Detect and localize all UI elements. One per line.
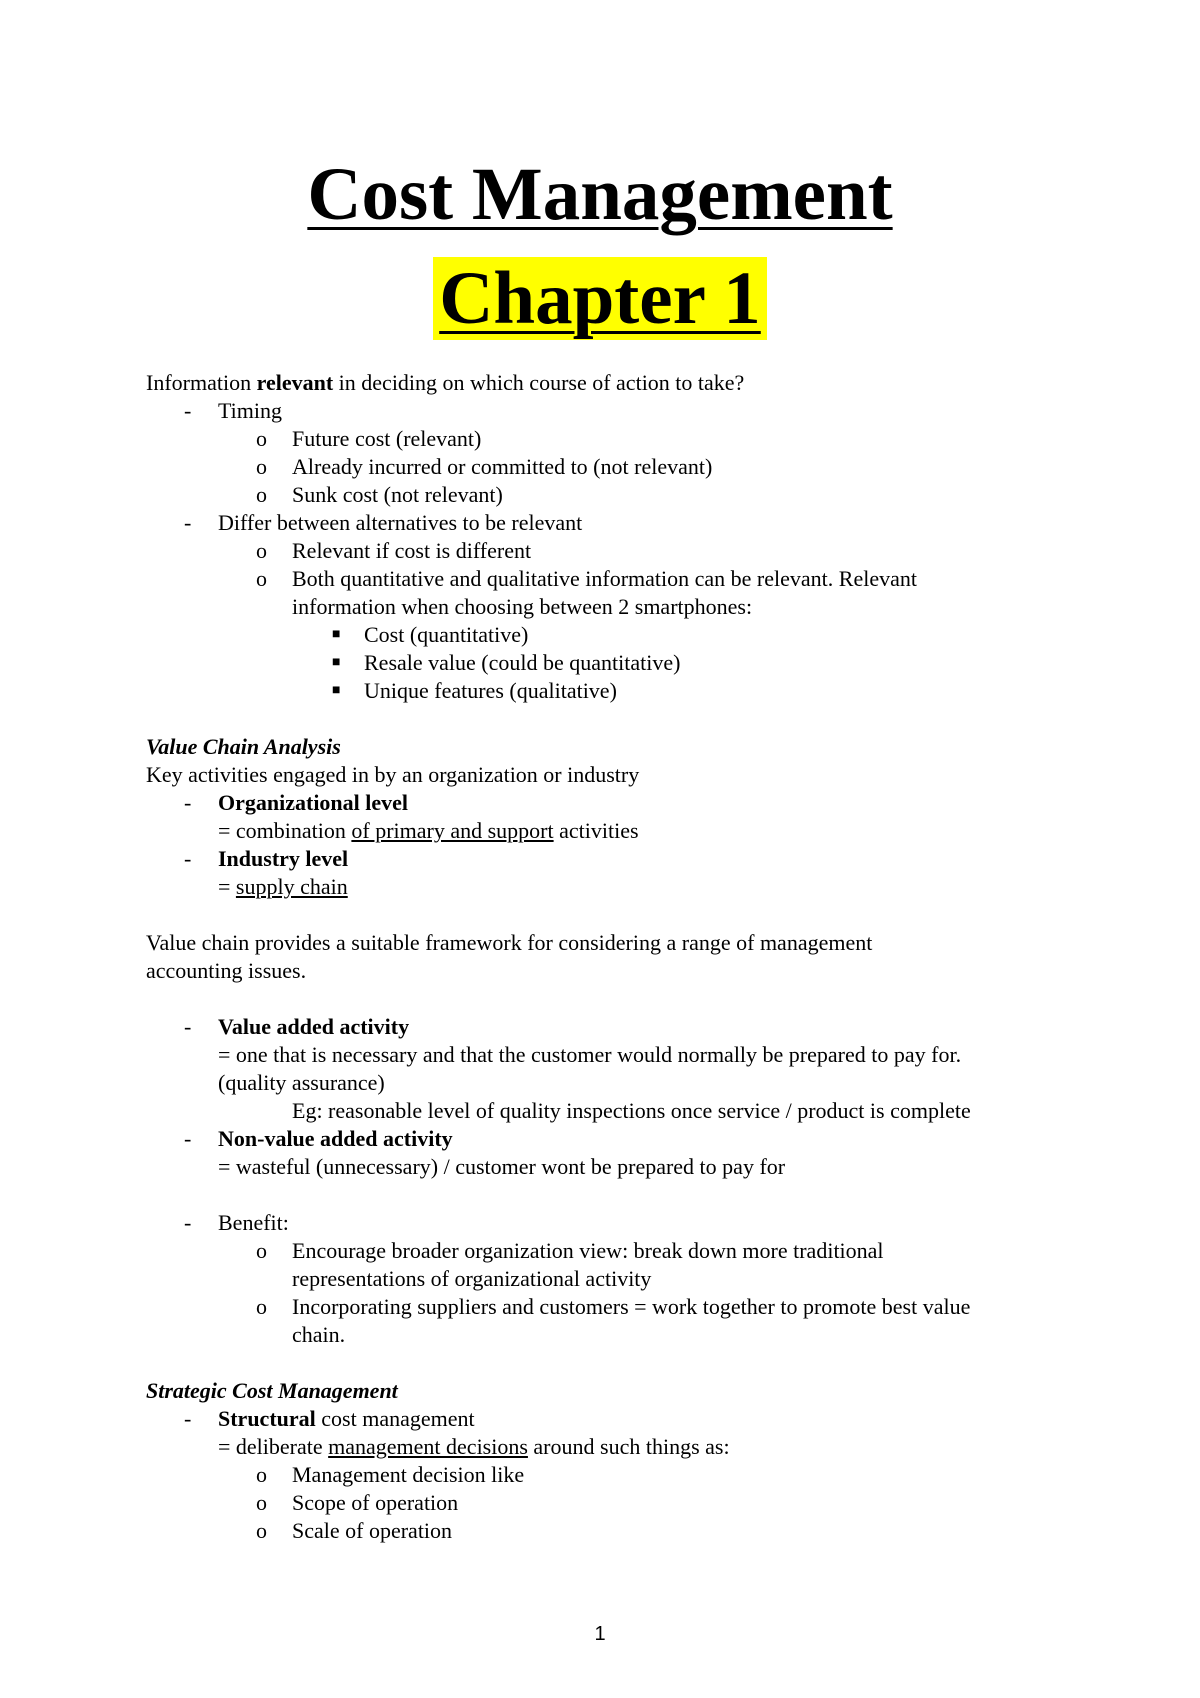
list-item: o Encourage broader organization view: break down more traditional	[256, 1238, 884, 1263]
list-item-continuation: = deliberate management decisions around such things as:	[218, 1434, 730, 1459]
circle-bullet-icon: o	[256, 1294, 267, 1319]
square-bullet-icon: ■	[332, 627, 341, 642]
dash-bullet-icon: -	[184, 1210, 192, 1235]
paragraph: Key activities engaged in by an organization or industry	[146, 762, 640, 787]
circle-bullet-icon: o	[256, 454, 267, 479]
dash-bullet-icon: -	[184, 846, 192, 871]
list-item: - Timing	[184, 398, 283, 423]
circle-bullet-icon: o	[256, 1462, 267, 1487]
list-item-continuation: (quality assurance)	[218, 1070, 385, 1095]
list-item-continuation: = supply chain	[218, 874, 348, 899]
relevance-question: Information relevant in deciding on which course of action to take?	[146, 370, 745, 395]
list-item-continuation: representations of organizational activity	[292, 1266, 652, 1291]
example-line: Eg: reasonable level of quality inspections once service / product is complete	[292, 1098, 971, 1123]
list-item: - Benefit:	[184, 1210, 289, 1235]
list-item: o Already incurred or committed to (not relevant)	[256, 454, 713, 479]
section-heading-value-chain: Value Chain Analysis	[146, 734, 341, 759]
list-item: - Structural cost management	[184, 1406, 475, 1431]
circle-bullet-icon: o	[256, 1238, 267, 1263]
list-item: o Both quantitative and qualitative information can be relevant. Relevant	[256, 566, 917, 591]
list-item: - Value added activity	[184, 1014, 410, 1039]
circle-bullet-icon: o	[256, 538, 267, 563]
list-item: o Scope of operation	[256, 1490, 459, 1515]
list-item: - Non-value added activity	[184, 1126, 453, 1151]
section-heading-strategic-cost: Strategic Cost Management	[146, 1378, 398, 1403]
list-item: o Incorporating suppliers and customers = work together to promote best value	[256, 1294, 971, 1319]
dash-bullet-icon: -	[184, 398, 192, 423]
list-item: o Scale of operation	[256, 1518, 453, 1543]
document-body	[146, 369, 1076, 1545]
circle-bullet-icon: o	[256, 1518, 267, 1543]
list-item: ■ Resale value (could be quantitative)	[332, 650, 681, 675]
list-item-continuation: chain.	[292, 1322, 346, 1347]
list-item-continuation: = wasteful (unnecessary) / customer wont be prepared to pay for	[218, 1154, 786, 1179]
dash-bullet-icon: -	[184, 790, 192, 815]
square-bullet-icon: ■	[332, 655, 341, 670]
circle-bullet-icon: o	[256, 482, 267, 507]
dash-bullet-icon: -	[184, 1126, 192, 1151]
list-item-continuation: = one that is necessary and that the customer would normally be prepared to pay for.	[218, 1042, 962, 1067]
list-item: o Relevant if cost is different	[256, 538, 532, 563]
paragraph: accounting issues.	[146, 958, 307, 983]
list-item: - Organizational level	[184, 790, 409, 815]
paragraph: Value chain provides a suitable framework for considering a range of management	[146, 930, 873, 955]
dash-bullet-icon: -	[184, 1014, 192, 1039]
list-item: ■ Unique features (qualitative)	[332, 678, 617, 703]
list-item: o Future cost (relevant)	[256, 426, 482, 451]
circle-bullet-icon: o	[256, 426, 267, 451]
list-item: o Sunk cost (not relevant)	[256, 482, 503, 507]
square-bullet-icon: ■	[332, 683, 341, 698]
page-number: 1	[594, 1623, 606, 1645]
list-item-continuation: information when choosing between 2 smartphones:	[292, 594, 753, 619]
circle-bullet-icon: o	[256, 1490, 267, 1515]
document-title: Cost Management	[307, 153, 893, 236]
circle-bullet-icon: o	[256, 566, 267, 591]
dash-bullet-icon: -	[184, 510, 192, 535]
dash-bullet-icon: -	[184, 1406, 192, 1431]
list-item: - Industry level	[184, 846, 349, 871]
list-item: o Management decision like	[256, 1462, 525, 1487]
chapter-heading: Chapter 1	[0, 254, 1200, 344]
list-item: - Differ between alternatives to be relevant	[184, 510, 583, 535]
list-item-continuation: = combination of primary and support activities	[218, 818, 639, 843]
list-item: ■ Cost (quantitative)	[332, 622, 529, 647]
